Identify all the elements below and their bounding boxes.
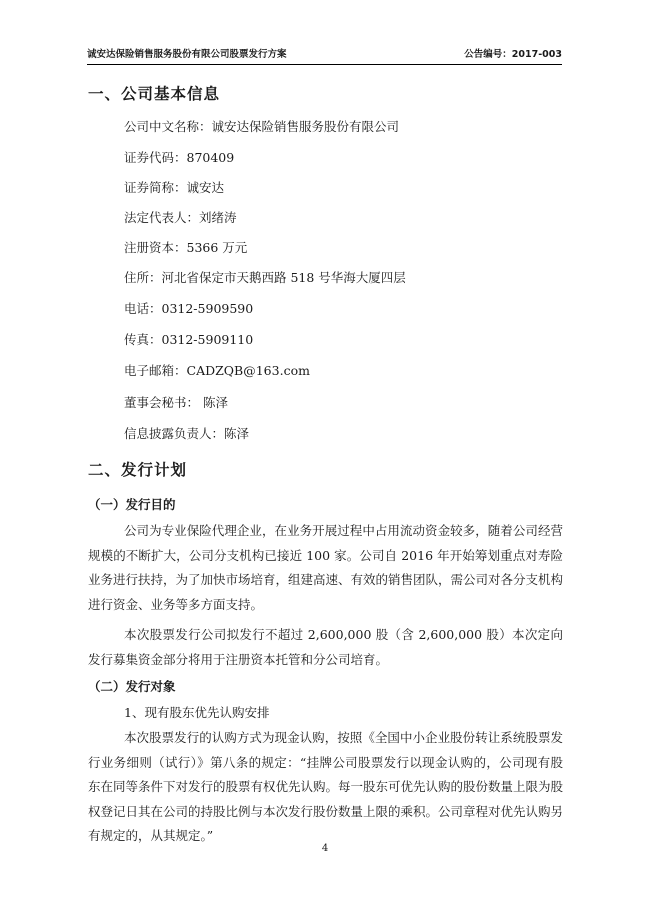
paragraph-subscription-method: 本次股票发行的认购方式为现金认购，按照《全国中小企业股份转让系统股票发行业务细则（试行）》第八条的规定：“挂牌公司股票发行以现金认购的，公司现有股东在同等条件下对发行的股票有权优先认购。每一股东可优先认购的股份数量上限为股权登记日其在公司的持股比例与本次发行股份数量上限的乘积。公司章程对优先认购另有规定的，从其规定。” [88,730,564,843]
field-email: 电子邮箱：CADZQB@163.com [124,363,310,378]
paragraph-issuance-amount: 本次股票发行公司拟发行不超过 2,600,000 股（含 2,600,000 股）本次定向发行募集资金部分将用于注册资本托管和分公司培育。 [88,627,563,667]
field-board-secretary: 董事会秘书： 陈泽 [124,395,228,410]
list-item-preemptive-rights: 1、现有股东优先认购安排 [124,705,270,720]
page-header [87,42,562,65]
field-legal-representative: 法定代表人：刘绪涛 [124,210,237,225]
section-heading-company-info: 一、公司基本信息 [88,85,221,103]
field-security-abbr: 证券简称：诚安达 [124,180,225,195]
field-address: 住所：河北省保定市天鹅西路 518 号华海大厦四层 [124,270,406,285]
field-disclosure-officer: 信息披露负责人：陈泽 [124,426,250,441]
section-heading-issuance-plan: 二、发行计划 [88,461,188,479]
header-company-title: 诚安达保险销售服务股份有限公司股票发行方案 [87,49,287,60]
subsection-heading-subscribers: （二）发行对象 [88,679,176,694]
header-announcement-number: 公告编号：2017-003 [464,49,562,60]
field-registered-capital: 注册资本：5366 万元 [124,240,248,255]
field-security-code: 证券代码：870409 [124,150,235,165]
field-company-name: 公司中文名称：诚安达保险销售服务股份有限公司 [124,119,400,134]
page-number: 4 [321,843,329,854]
field-telephone: 电话：0312-5909590 [124,301,254,316]
field-fax: 传真：0312-5909110 [124,332,254,347]
subsection-heading-purpose: （一）发行目的 [88,497,176,512]
paragraph-purpose: 公司为专业保险代理企业，在业务开展过程中占用流动资金较多，随着公司经营规模的不断扩大，公司分支机构已接近 100 家。公司自 2016 年开始筹划重点对寿险业务进行扶持，为了加快市场培育，组建高速、有效的销售团队，需公司对各分支机构进行资金、业务等多方面支持。 [88,523,564,612]
